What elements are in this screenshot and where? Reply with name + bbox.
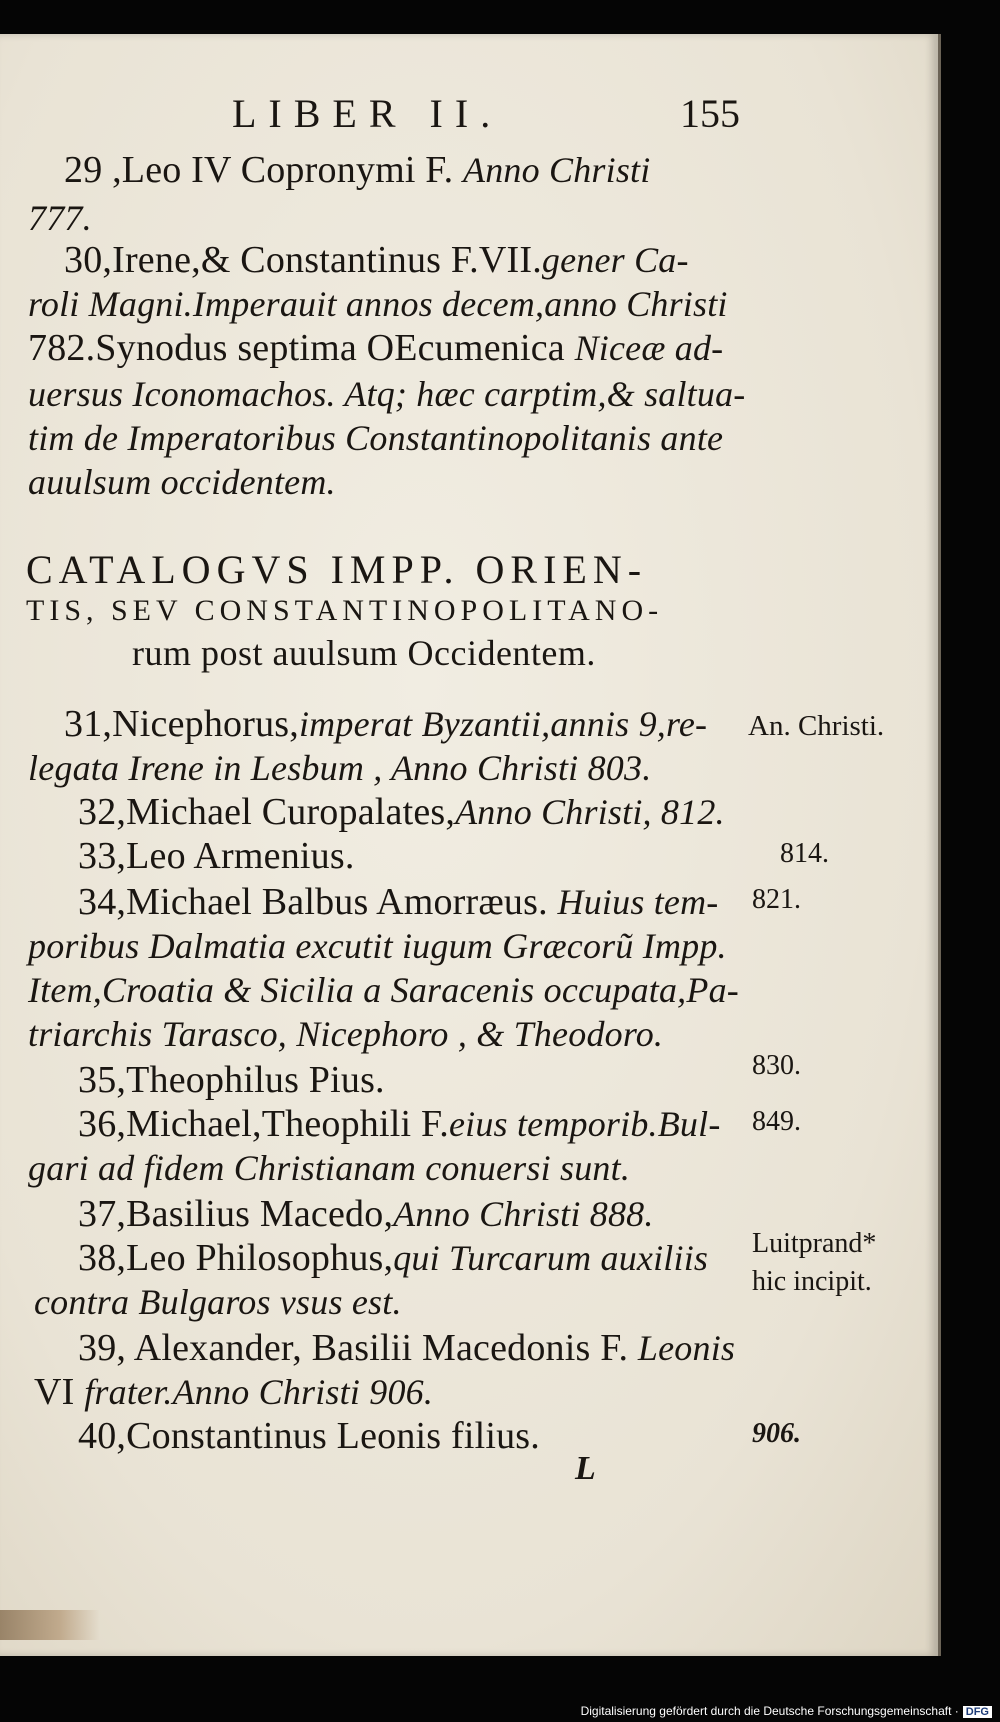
catalog-entry: contra Bulgaros vsus est. (34, 1282, 402, 1322)
section-heading-line-3: rum post auulsum Occidentem. (132, 633, 596, 673)
text-line: uersus Iconomachos. Atq; hæc carptim,& saltua- (28, 374, 746, 414)
text-line: tim de Imperatoribus Constantinopolitanis ante (28, 418, 724, 458)
catalog-entry: poribus Dalmatia excutit iugum Græcorũ Impp. (28, 926, 727, 966)
text-line: 777. (28, 198, 92, 238)
margin-note-luitprand: hic incipit. (752, 1266, 872, 1297)
footer-text: Digitalisierung gefördert durch die Deutsche Forschungsgemeinschaft · (580, 1704, 959, 1718)
catalog-entry: gari ad fidem Christianam conuersi sunt. (28, 1148, 631, 1188)
section-heading-line-2: TIS, SEV CONSTANTINOPOLITANO- (26, 594, 664, 627)
text-line: 30,Irene,& Constantinus F.VII.gener Ca- (64, 239, 689, 281)
catalog-entry: legata Irene in Lesbum , Anno Christi 803. (28, 748, 652, 788)
catalog-entry: 32,Michael Curopalates,Anno Christi, 812. (78, 791, 725, 833)
section-heading-line-1: CATALOGVS IMPP. ORIEN- (26, 547, 648, 592)
catalog-entry: 31,Nicephorus,imperat Byzantii,annis 9,re- (64, 703, 708, 745)
catalog-entry: 34,Michael Balbus Amorræus. Huius tem- (78, 881, 719, 923)
folio-number: 155 (680, 91, 740, 136)
book-page (0, 34, 938, 1656)
catalog-entry: Item,Croatia & Sicilia a Saracenis occupata,Pa- (28, 970, 739, 1010)
margin-year: 849. (752, 1106, 801, 1137)
dfg-logo-badge: DFG (963, 1706, 992, 1718)
text-line: roli Magni.Imperauit annos decem,anno Christi (28, 284, 728, 324)
catalog-entry: VI frater.Anno Christi 906. (34, 1371, 434, 1413)
margin-year: 821. (752, 884, 801, 915)
text-line: auulsum occidentem. (28, 462, 336, 502)
margin-year: 814. (780, 838, 829, 869)
text-line: 29 ,Leo IV Copronymi F. Anno Christi (64, 149, 651, 191)
margin-year: 830. (752, 1050, 801, 1081)
catalog-entry: triarchis Tarasco, Nicephoro , & Theodoro. (28, 1014, 664, 1054)
digitization-footer (581, 1704, 992, 1718)
page-edge (938, 34, 941, 1656)
catalog-entry: 37,Basilius Macedo,Anno Christi 888. (78, 1193, 654, 1235)
catalog-entry: 35,Theophilus Pius. (78, 1059, 385, 1101)
catalog-entry: 40,Constantinus Leonis filius. (78, 1415, 540, 1457)
margin-year: 906. (752, 1418, 801, 1449)
catalog-entry: 36,Michael,Theophili F.eius temporib.Bul- (78, 1103, 721, 1145)
running-title: LIBER II. (232, 91, 503, 136)
catalog-entry: 38,Leo Philosophus,qui Turcarum auxiliis (78, 1237, 709, 1279)
margin-note-an-christi: An. Christi. (748, 710, 885, 742)
text-line: 782.Synodus septima OEcumenica Niceæ ad- (28, 327, 724, 369)
catchword: L (575, 1450, 596, 1487)
scan-corner-stain (0, 1610, 100, 1640)
margin-note-luitprand: Luitprand* (752, 1228, 877, 1259)
catalog-entry: 33,Leo Armenius. (78, 835, 355, 877)
catalog-entry: 39, Alexander, Basilii Macedonis F. Leonis (78, 1327, 736, 1369)
